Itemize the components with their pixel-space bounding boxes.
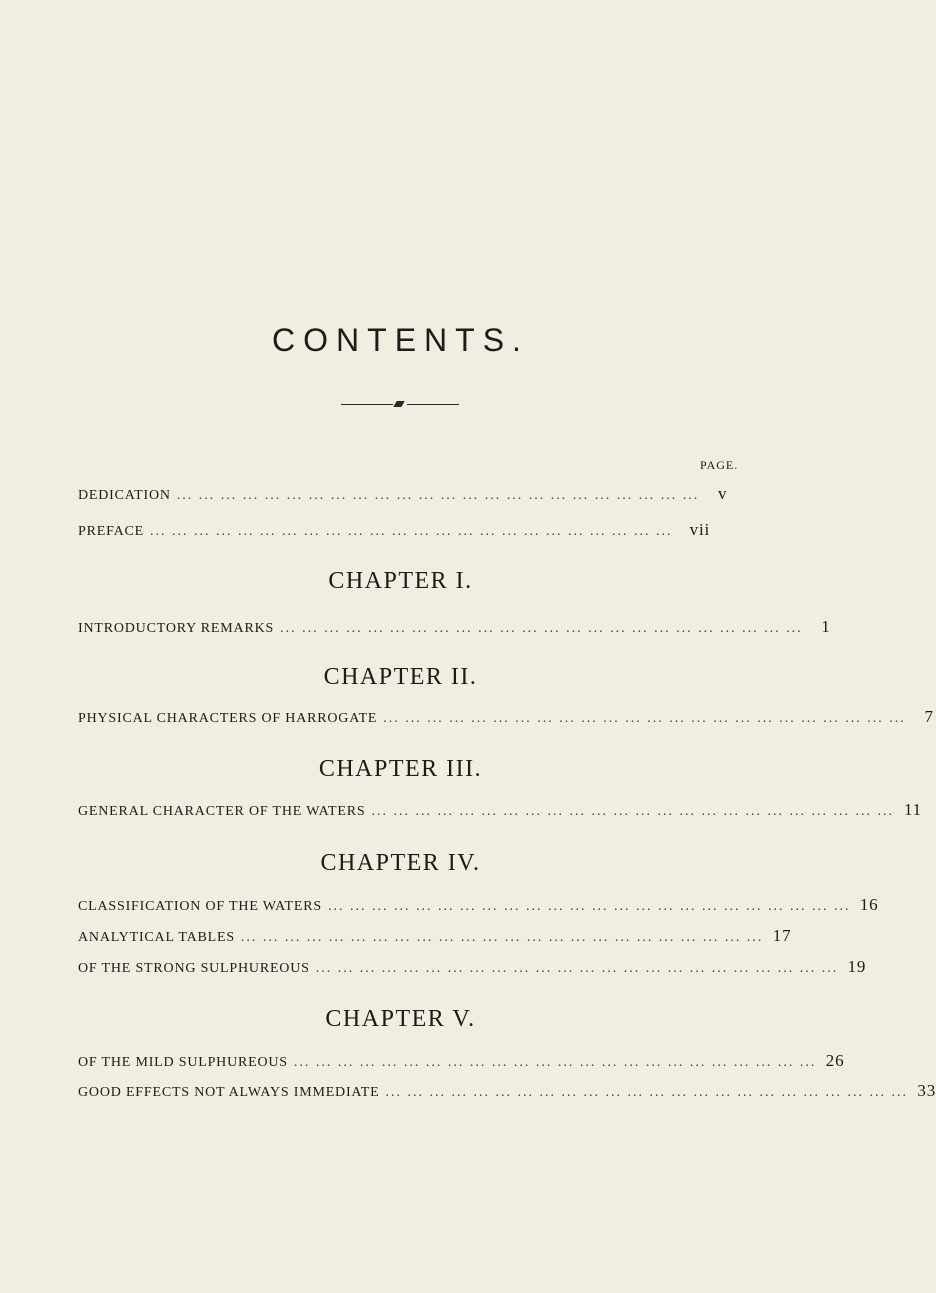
leader-dots: ... ... ... ... ... ... ... ... ... ... ... ... ... ... ... ... ... ... ... ... ... ... ... ... — [327, 899, 851, 914]
toc-entry-general-character[interactable] — [78, 800, 922, 822]
toc-entry-label: GENERAL CHARACTER OF THE WATERS — [78, 804, 366, 819]
divider-line-left — [341, 404, 393, 405]
toc-entry-analytical-tables[interactable] — [78, 926, 792, 948]
toc-entry-good-effects[interactable] — [78, 1081, 936, 1103]
toc-entry-label: INTRODUCTORY REMARKS — [78, 621, 275, 636]
leader-dots: ... ... ... ... ... ... ... ... ... ... ... ... ... ... ... ... ... ... ... ... ... ... ... ... — [293, 1055, 817, 1070]
toc-entry-label: GOOD EFFECTS NOT ALWAYS IMMEDIATE — [78, 1085, 380, 1100]
toc-entry-mild-sulphureous[interactable] — [78, 1051, 845, 1073]
chapter-heading-5: CHAPTER V. — [325, 1006, 476, 1032]
toc-entry-label: OF THE MILD SULPHUREOUS — [78, 1055, 288, 1070]
toc-entry-page: 26 — [825, 1051, 845, 1070]
leader-dots: ... ... ... ... ... ... ... ... ... ... ... ... ... ... ... ... ... ... ... ... ... ... ... ... — [176, 488, 700, 503]
toc-entry-label: DEDICATION — [78, 488, 171, 503]
page-title: CONTENTS. — [272, 322, 529, 358]
toc-entry-label: ANALYTICAL TABLES — [78, 930, 235, 945]
ornament-divider — [341, 404, 459, 406]
toc-entry-introductory-remarks[interactable] — [78, 617, 831, 639]
chapter-heading-3: CHAPTER III. — [318, 756, 483, 782]
toc-entry-page: v — [717, 484, 728, 503]
toc-entry-label: CLASSIFICATION OF THE WATERS — [78, 899, 322, 914]
toc-entry-label: PHYSICAL CHARACTERS OF HARROGATE — [78, 711, 378, 726]
toc-entry-page: 17 — [772, 926, 792, 945]
leader-dots: ... ... ... ... ... ... ... ... ... ... ... ... ... ... ... ... ... ... ... ... ... ... ... ... — [385, 1085, 908, 1100]
toc-entry-preface[interactable] — [78, 520, 710, 542]
leader-dots: ... ... ... ... ... ... ... ... ... ... ... ... ... ... ... ... ... ... ... ... ... ... ... ... — [315, 961, 839, 976]
toc-entry-page: 33 — [917, 1081, 936, 1100]
chapter-heading-1: CHAPTER I. — [328, 568, 473, 594]
divider-line-right — [407, 404, 459, 405]
toc-entry-page: 1 — [821, 617, 831, 636]
leader-dots: ... ... ... ... ... ... ... ... ... ... ... ... ... ... ... ... ... ... ... ... ... ... ... ... — [240, 930, 764, 945]
toc-entry-page: 7 — [924, 707, 934, 726]
toc-entry-strong-sulphureous[interactable] — [78, 957, 867, 979]
toc-entry-page: 11 — [903, 800, 922, 819]
leader-dots: ... ... ... ... ... ... ... ... ... ... ... ... ... ... ... ... ... ... ... ... ... ... ... ... — [280, 621, 803, 636]
toc-entry-dedication[interactable] — [78, 484, 728, 506]
chapter-heading-2: CHAPTER II. — [323, 664, 478, 690]
toc-entry-page: vii — [689, 520, 710, 539]
diamond-icon — [393, 401, 404, 407]
toc-entry-page: 19 — [847, 957, 867, 976]
leader-dots: ... ... ... ... ... ... ... ... ... ... ... ... ... ... ... ... ... ... ... ... ... ... ... ... — [371, 804, 894, 819]
chapter-heading-4: CHAPTER IV. — [320, 850, 481, 876]
toc-entry-label: PREFACE — [78, 524, 145, 539]
toc-entry-page: 16 — [859, 895, 879, 914]
toc-entry-classification[interactable] — [78, 895, 879, 917]
toc-entry-label: OF THE STRONG SULPHUREOUS — [78, 961, 310, 976]
leader-dots: ... ... ... ... ... ... ... ... ... ... ... ... ... ... ... ... ... ... ... ... ... ... ... ... — [383, 711, 906, 726]
page-column-label: PAGE. — [700, 458, 739, 472]
leader-dots: ... ... ... ... ... ... ... ... ... ... ... ... ... ... ... ... ... ... ... ... ... ... ... ... — [150, 524, 673, 539]
toc-entry-physical-characters[interactable] — [78, 707, 934, 729]
